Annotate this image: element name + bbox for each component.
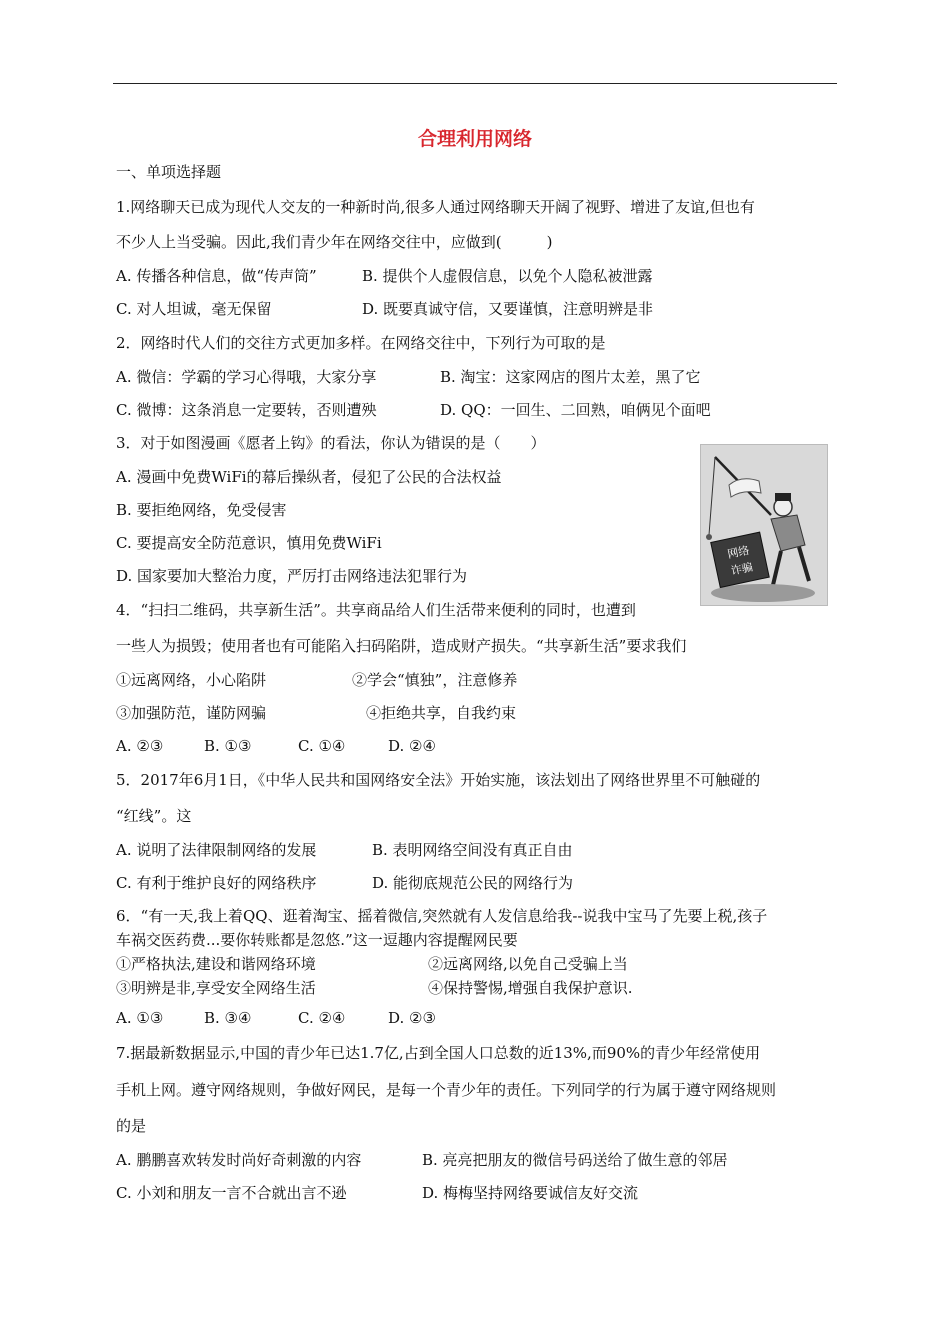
q5-option-c: C. 有利于维护良好的网络秩序 [116, 874, 317, 892]
q2-option-b: B. 淘宝：这家网店的图片太差，黑了它 [440, 368, 701, 386]
q5-stem-2: “红线”。这 [116, 807, 192, 825]
q6-option-a: A. ①③ [116, 1009, 164, 1027]
q6-statement-1: ①严格执法,建设和谐网络环境 [116, 955, 316, 973]
q1-stem-1: 1.网络聊天已成为现代人交友的一种新时尚,很多人通过网络聊天开阔了视野、增进了友谊,但也有 [116, 198, 755, 216]
q3-option-b: B. 要拒绝网络，免受侵害 [116, 501, 287, 519]
q7-option-a: A. 鹏鹏喜欢转发时尚好奇刺激的内容 [116, 1151, 362, 1169]
figure-label-line1: 网络 [726, 543, 751, 562]
figure-label-line2: 诈骗 [729, 560, 755, 578]
q2-stem: 2．网络时代人们的交往方式更加多样。在网络交往中，下列行为可取的是 [116, 334, 606, 352]
q3-option-a: A. 漫画中免费WiFi的幕后操纵者，侵犯了公民的合法权益 [116, 468, 502, 486]
q6-statement-2: ②远离网络,以免自己受骗上当 [428, 955, 628, 973]
q2-option-c: C. 微博：这条消息一定要转，否则遭殃 [116, 401, 377, 419]
q4-stem-2: 一些人为损毁；使用者也有可能陷入扫码陷阱，造成财产损失。“共享新生活”要求我们 [116, 637, 687, 655]
q4-statement-2: ②学会“慎独”，注意修养 [352, 671, 518, 689]
q4-statement-1: ①远离网络，小心陷阱 [116, 671, 267, 689]
q6-option-c: C. ②④ [298, 1009, 346, 1027]
cartoon-figure [700, 444, 828, 606]
q5-stem-1: 5．2017年6月1日，《中华人民共和国网络安全法》开始实施，该法划出了网络世界里不可触碰的 [116, 771, 761, 789]
q7-stem-3: 的是 [116, 1117, 147, 1135]
q4-option-b: B. ①③ [204, 737, 252, 755]
q1-option-c: C. 对人坦诚，毫无保留 [116, 300, 272, 318]
q6-statement-4: ④保持警惕,增强自我保护意识. [428, 979, 633, 997]
q1-option-a: A. 传播各种信息，做“传声筒” [116, 267, 317, 285]
q7-option-c: C. 小刘和朋友一言不合就出言不逊 [116, 1184, 347, 1202]
section-heading: 一、单项选择题 [116, 163, 222, 181]
q4-statement-4: ④拒绝共享，自我约束 [366, 704, 517, 722]
q4-option-c: C. ①④ [298, 737, 346, 755]
q5-option-d: D. 能彻底规范公民的网络行为 [372, 874, 574, 892]
q2-option-d: D. QQ：一回生、二回熟，咱俩见个面吧 [440, 401, 711, 419]
q4-option-d: D. ②④ [388, 737, 436, 755]
q7-option-b: B. 亮亮把朋友的微信号码送给了做生意的邻居 [422, 1151, 728, 1169]
q5-option-a: A. 说明了法律限制网络的发展 [116, 841, 317, 859]
q1-stem-2: 不少人上当受骗。因此,我们青少年在网络交往中，应做到( ) [116, 233, 553, 251]
q3-option-d: D. 国家要加大整治力度，严厉打击网络违法犯罪行为 [116, 567, 468, 585]
q1-option-d: D. 既要真诚守信，又要谨慎，注意明辨是非 [362, 300, 654, 318]
header-rule [113, 83, 837, 84]
q3-stem: 3．对于如图漫画《愿者上钩》的看法，你认为错误的是（ ） [116, 434, 546, 452]
q5-option-b: B. 表明网络空间没有真正自由 [372, 841, 573, 859]
q6-option-d: D. ②③ [388, 1009, 436, 1027]
page-title: 合理利用网络 [417, 128, 532, 150]
q7-stem-2: 手机上网。遵守网络规则，争做好网民，是每一个青少年的责任。下列同学的行为属于遵守网络规则 [116, 1081, 777, 1099]
q6-stem-2: 车祸交医药费...要你转账都是忽悠.”这一逗趣内容提醒网民要 [116, 931, 518, 949]
q4-stem-1: 4．“扫扫二维码，共享新生活”。共享商品给人们生活带来便利的同时，也遭到 [116, 601, 636, 619]
q4-option-a: A. ②③ [116, 737, 164, 755]
q6-option-b: B. ③④ [204, 1009, 252, 1027]
q6-stem-1: 6．“有一天,我上着QQ、逛着淘宝、摇着微信,突然就有人发信息给我--说我中宝马了先要上税,孩子 [116, 907, 768, 925]
q1-option-b: B. 提供个人虚假信息，以免个人隐私被泄露 [362, 267, 653, 285]
q7-option-d: D. 梅梅坚持网络要诚信友好交流 [422, 1184, 639, 1202]
fishing-cartoon-icon [701, 445, 827, 605]
q3-option-c: C. 要提高安全防范意识，慎用免费WiFi [116, 534, 382, 552]
q6-statement-3: ③明辨是非,享受安全网络生活 [116, 979, 316, 997]
q4-statement-3: ③加强防范，谨防网骗 [116, 704, 267, 722]
q2-option-a: A. 微信：学霸的学习心得哦，大家分享 [116, 368, 377, 386]
q7-stem-1: 7.据最新数据显示,中国的青少年已达1.7亿,占到全国人口总数的近13%,而90%的青少年经常使用 [116, 1044, 761, 1062]
